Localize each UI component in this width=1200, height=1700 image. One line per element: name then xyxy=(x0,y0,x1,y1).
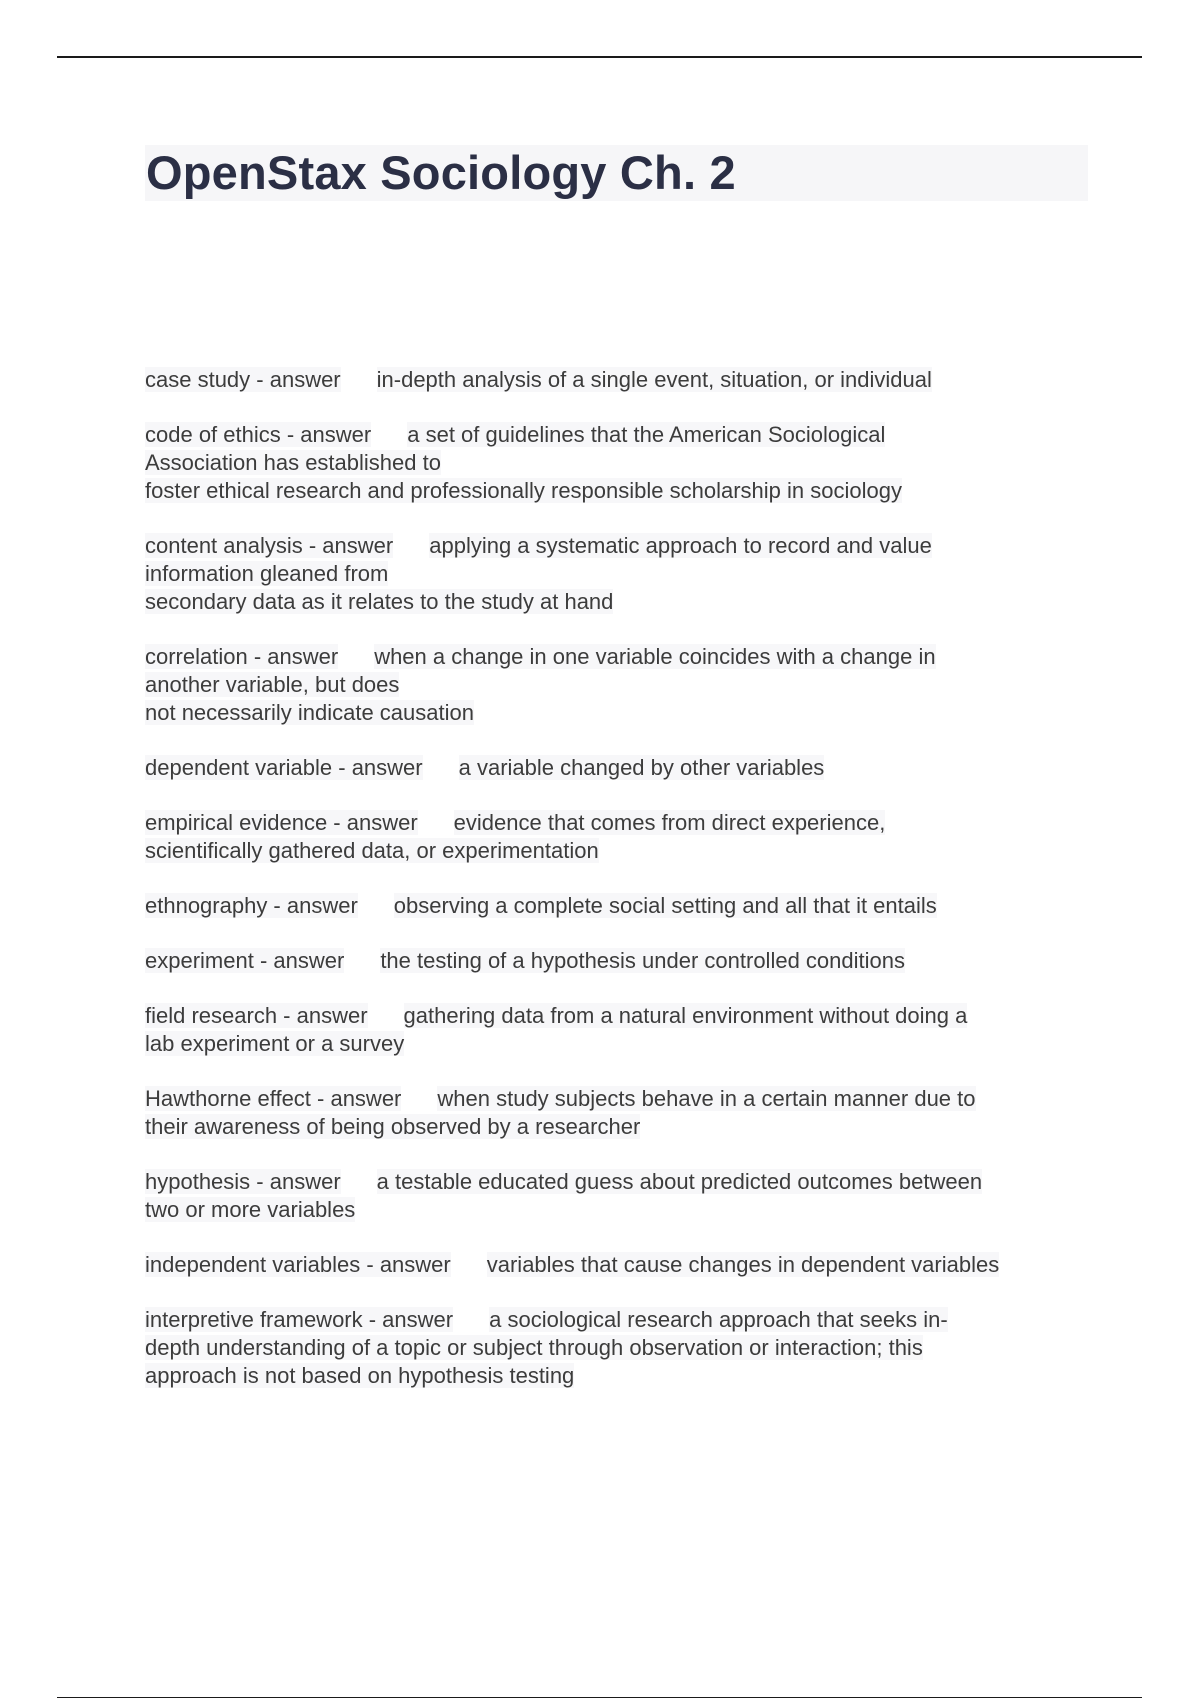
entry-definition: evidence that comes from direct experience, xyxy=(453,810,886,835)
entry-term: experiment - answer xyxy=(145,948,345,973)
entry-line xyxy=(145,947,1095,975)
entry-line xyxy=(145,1030,1095,1058)
page-title: OpenStax Sociology Ch. 2 xyxy=(146,146,736,199)
entry-line xyxy=(145,1196,1095,1224)
entry-term: hypothesis - answer xyxy=(145,1169,341,1194)
entry-definition: depth understanding of a topic or subject through observation or interaction; this xyxy=(145,1335,923,1360)
flashcard-list xyxy=(145,366,1095,1417)
entry-line xyxy=(145,671,1095,699)
entry-definition: a testable educated guess about predicted outcomes between xyxy=(376,1169,983,1194)
entry-definition: the testing of a hypothesis under controlled conditions xyxy=(380,948,905,973)
entry-line xyxy=(145,1113,1095,1141)
entry-definition: lab experiment or a survey xyxy=(145,1031,405,1056)
entry-definition: approach is not based on hypothesis testing xyxy=(145,1363,575,1388)
entry-term: field research - answer xyxy=(145,1003,368,1028)
list-item xyxy=(145,1251,1095,1279)
entry-definition: Association has established to xyxy=(145,450,441,475)
entry-definition: gathering data from a natural environment without doing a xyxy=(403,1003,968,1028)
entry-definition: when a change in one variable coincides with a change in xyxy=(374,644,936,669)
top-rule xyxy=(57,56,1142,58)
entry-definition: when study subjects behave in a certain manner due to xyxy=(437,1086,976,1111)
entry-definition: a sociological research approach that seeks in- xyxy=(489,1307,948,1332)
list-item xyxy=(145,421,1095,505)
entry-line xyxy=(145,643,1095,671)
entry-line xyxy=(145,1306,1095,1334)
entry-line xyxy=(145,1085,1095,1113)
entry-term: interpretive framework - answer xyxy=(145,1307,454,1332)
entry-line xyxy=(145,1002,1095,1030)
entry-line xyxy=(145,892,1095,920)
entry-line xyxy=(145,532,1095,560)
entry-line xyxy=(145,560,1095,588)
entry-term: ethnography - answer xyxy=(145,893,358,918)
entry-term: content analysis - answer xyxy=(145,533,394,558)
list-item xyxy=(145,1002,1095,1058)
list-item xyxy=(145,754,1095,782)
entry-line xyxy=(145,754,1095,782)
entry-definition: applying a systematic approach to record and value xyxy=(429,533,932,558)
entry-definition: information gleaned from xyxy=(145,561,389,586)
list-item xyxy=(145,947,1095,975)
bottom-rule xyxy=(57,1697,1142,1698)
list-item xyxy=(145,366,1095,394)
entry-definition: a set of guidelines that the American Sociological xyxy=(407,422,886,447)
entry-line xyxy=(145,1168,1095,1196)
entry-definition: variables that cause changes in dependent variables xyxy=(486,1252,1000,1277)
entry-term: case study - answer xyxy=(145,367,341,392)
list-item xyxy=(145,1085,1095,1141)
entry-term: code of ethics - answer xyxy=(145,422,372,447)
list-item xyxy=(145,809,1095,865)
list-item xyxy=(145,892,1095,920)
entry-term: Hawthorne effect - answer xyxy=(145,1086,402,1111)
entry-line xyxy=(145,837,1095,865)
entry-definition: foster ethical research and professionally responsible scholarship in sociology xyxy=(145,478,902,503)
entry-line xyxy=(145,699,1095,727)
entry-line xyxy=(145,477,1095,505)
entry-line xyxy=(145,1251,1095,1279)
entry-line xyxy=(145,588,1095,616)
entry-line xyxy=(145,809,1095,837)
entry-definition: their awareness of being observed by a researcher xyxy=(145,1114,641,1139)
entry-term: independent variables - answer xyxy=(145,1252,451,1277)
entry-line xyxy=(145,1334,1095,1362)
entry-line xyxy=(145,366,1095,394)
entry-line xyxy=(145,421,1095,449)
entry-definition: not necessarily indicate causation xyxy=(145,700,474,725)
entry-definition: in-depth analysis of a single event, situation, or individual xyxy=(376,367,932,392)
entry-definition: two or more variables xyxy=(145,1197,356,1222)
entry-line xyxy=(145,449,1095,477)
entry-term: empirical evidence - answer xyxy=(145,810,418,835)
list-item xyxy=(145,643,1095,727)
entry-term: correlation - answer xyxy=(145,644,339,669)
list-item xyxy=(145,1168,1095,1224)
entry-definition: secondary data as it relates to the study at hand xyxy=(145,589,614,614)
entry-definition: scientifically gathered data, or experimentation xyxy=(145,838,599,863)
entry-definition: another variable, but does xyxy=(145,672,400,697)
entry-definition: observing a complete social setting and all that it entails xyxy=(393,893,937,918)
entry-line xyxy=(145,1362,1095,1390)
list-item xyxy=(145,1306,1095,1390)
entry-term: dependent variable - answer xyxy=(145,755,423,780)
list-item xyxy=(145,532,1095,616)
entry-definition: a variable changed by other variables xyxy=(458,755,825,780)
